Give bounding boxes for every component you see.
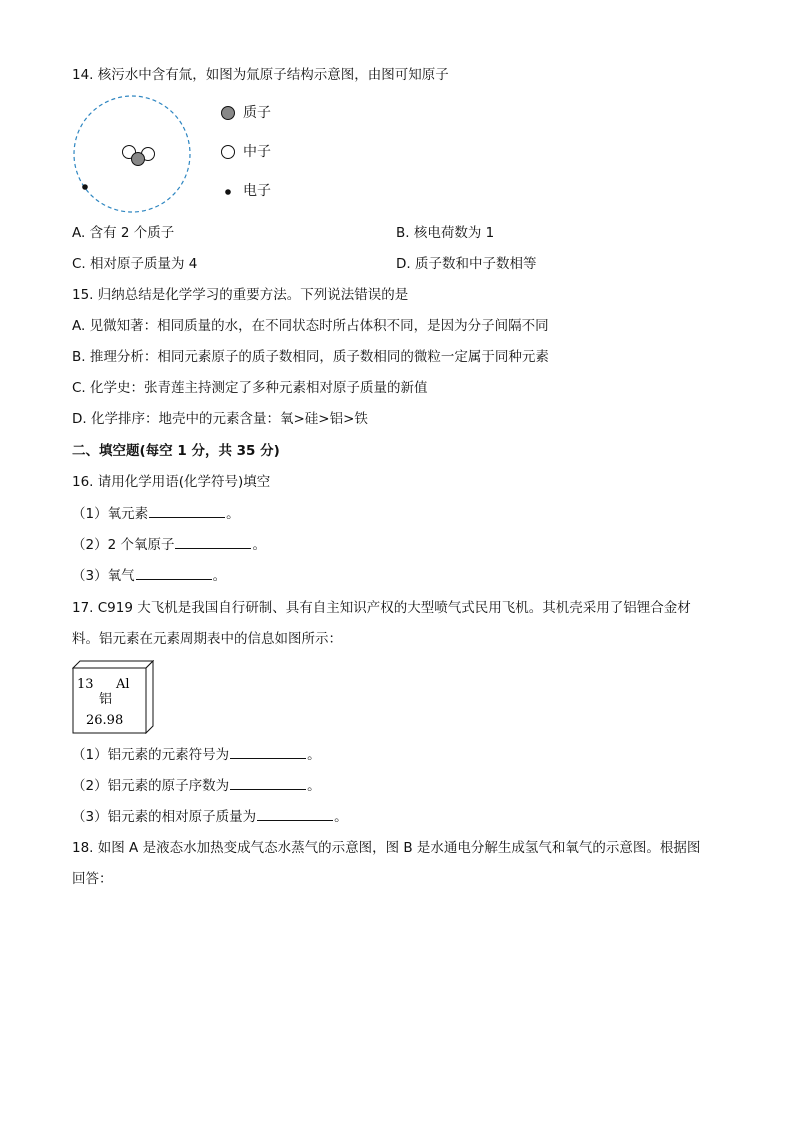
q14-option-a: A. 含有 2 个质子 bbox=[72, 225, 175, 241]
q16-item-2-blank[interactable] bbox=[175, 536, 251, 549]
q17-stem-line2: 料。铝元素在元素周期表中的信息如图所示： bbox=[72, 631, 342, 647]
q17-item-2 bbox=[72, 777, 321, 795]
q16-item-2-suffix: 。 bbox=[252, 537, 266, 553]
legend-proton-icon bbox=[222, 107, 235, 120]
q17-item-1-blank[interactable] bbox=[230, 746, 306, 759]
q17-item-1-suffix: 。 bbox=[307, 747, 321, 763]
q15-option-a: A. 见微知著：相同质量的水，在不同状态时所占体积不同，是因为分子间隔不同 bbox=[72, 318, 549, 334]
q17-item-2-blank[interactable] bbox=[230, 777, 306, 790]
q14-option-b: B. 核电荷数为 1 bbox=[396, 225, 495, 241]
aluminum-element-card bbox=[72, 660, 154, 734]
q17-item-2-prefix: （2）铝元素的原子序数为 bbox=[72, 778, 230, 794]
q17-item-1-prefix: （1）铝元素的元素符号为 bbox=[72, 747, 230, 763]
q18-stem-line1: 18. 如图 A 是液态水加热变成气态水蒸气的示意图，图 B 是水通电分解生成氢气和氧气的示意图。根据图 bbox=[72, 840, 701, 856]
legend-neutron-icon bbox=[222, 146, 235, 159]
q16-item-3-suffix: 。 bbox=[212, 568, 227, 584]
q17-item-3-blank[interactable] bbox=[257, 808, 333, 821]
q15-option-d: D. 化学排序：地壳中的元素含量：氧>硅>铝>铁 bbox=[72, 411, 368, 427]
q14-stem: 14. 核污水中含有氚，如图为氚原子结构示意图，由图可知原子 bbox=[72, 67, 449, 83]
q18-stem-line2: 回答： bbox=[72, 871, 113, 887]
q16-item-1-suffix: 。 bbox=[226, 506, 240, 522]
q15-stem: 15. 归纳总结是化学学习的重要方法。下列说法错误的是 bbox=[72, 287, 409, 303]
proton bbox=[132, 153, 145, 166]
q17-item-3-prefix: （3）铝元素的相对原子质量为 bbox=[72, 809, 257, 825]
q16-item-3-blank[interactable] bbox=[136, 567, 212, 580]
q17-item-2-suffix: 。 bbox=[307, 778, 321, 794]
legend-neutron-label: 中子 bbox=[243, 144, 271, 160]
q16-item-3-prefix: （3）氧气 bbox=[72, 568, 135, 584]
q16-item-2 bbox=[72, 536, 266, 554]
q17-item-1 bbox=[72, 746, 321, 764]
tritium-atom-diagram bbox=[70, 95, 330, 217]
card-top-face bbox=[73, 661, 153, 668]
q16-item-1-prefix: （1）氧元素 bbox=[72, 506, 149, 522]
element-name: 铝 bbox=[99, 692, 113, 707]
q14-option-d: D. 质子数和中子数相等 bbox=[396, 256, 537, 272]
q15-option-b: B. 推理分析：相同元素原子的质子数相同，质子数相同的微粒一定属于同种元素 bbox=[72, 349, 549, 365]
electron bbox=[82, 184, 88, 190]
q14-option-c: C. 相对原子质量为 4 bbox=[72, 256, 198, 272]
q16-stem: 16. 请用化学用语(化学符号)填空 bbox=[72, 474, 271, 490]
q17-item-3-suffix: 。 bbox=[334, 809, 348, 825]
q16-item-3 bbox=[72, 567, 226, 585]
legend-electron-label: 电子 bbox=[243, 183, 271, 199]
q16-item-1 bbox=[72, 505, 240, 523]
section-title: 二、填空题(每空 1 分，共 35 分) bbox=[72, 443, 280, 459]
legend-electron-icon bbox=[225, 189, 231, 195]
element-symbol: Al bbox=[116, 677, 130, 692]
q16-item-2-prefix: （2）2 个氧原子 bbox=[72, 537, 175, 553]
card-side-face bbox=[146, 661, 153, 733]
atomic-number: 13 bbox=[77, 677, 94, 692]
q16-item-1-blank[interactable] bbox=[149, 505, 225, 518]
atomic-mass: 26.98 bbox=[86, 713, 124, 728]
q17-stem-line1: 17. C919 大飞机是我国自行研制、具有自主知识产权的大型喷气式民用飞机。其机壳采用了铝锂合金材 bbox=[72, 600, 691, 616]
q15-option-c: C. 化学史：张青莲主持测定了多种元素相对原子质量的新值 bbox=[72, 380, 428, 396]
legend-proton-label: 质子 bbox=[243, 105, 271, 121]
q17-item-3 bbox=[72, 808, 348, 826]
